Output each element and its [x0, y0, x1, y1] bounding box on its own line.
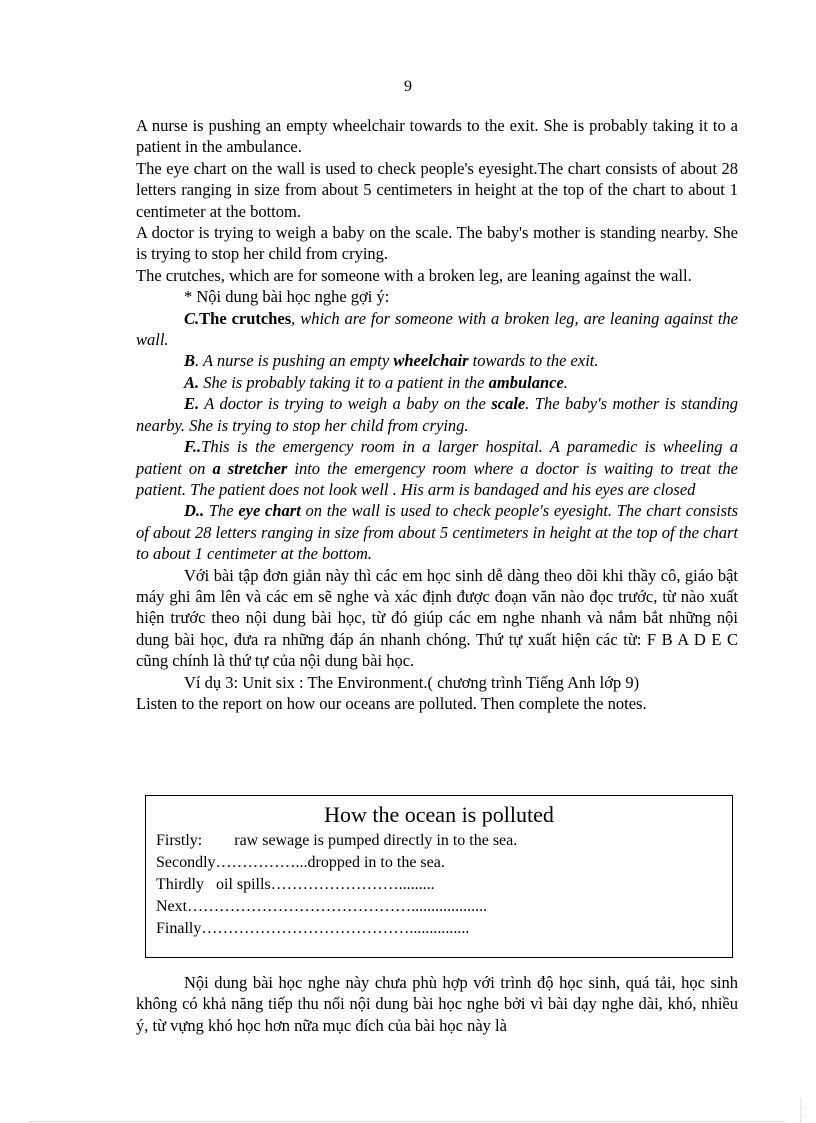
listening-suggestion-heading: * Nội dung bài học nghe gợi ý: — [184, 287, 390, 307]
page-number: 9 — [404, 78, 412, 95]
page-border — [30, 1121, 786, 1122]
paragraph: The crutches, which are for someone with a broken leg, are leaning against the wall. — [136, 265, 692, 285]
example-heading: Ví dụ 3: Unit six : The Environment.( chương trình Tiếng Anh lớp 9) — [184, 672, 640, 692]
note-row: Thirdly oil spills……………………......... — [156, 876, 435, 893]
instruction: Listen to the report on how our oceans are polluted. Then complete the notes. — [136, 693, 647, 713]
keyword: ambulance — [488, 372, 564, 392]
keyword: wheelchair — [393, 351, 469, 371]
answer-label: D.. — [184, 501, 205, 521]
answer-label: F.. — [184, 437, 202, 457]
answer-text: A doctor is trying to weigh a baby on the — [199, 394, 492, 414]
answer-text: . A nurse is pushing an empty — [195, 351, 394, 371]
answer-a — [136, 372, 738, 393]
answer-text: on the wall is used to check people's eyesight. The chart consists of about 28 letters ranging in size from about 5 centimeters in height at the top of the chart to about 1 centimeter at the bottom. — [136, 501, 738, 564]
bottom-content — [136, 972, 738, 1036]
answer-text: . — [563, 372, 568, 392]
answer-text: towards to the exit. — [468, 351, 599, 371]
answer-c — [136, 308, 738, 351]
answer-e — [136, 393, 738, 436]
main-content — [136, 115, 738, 714]
answer-text: , which are for someone with a broken leg, are leaning against the wall. — [136, 308, 738, 350]
keyword: eye chart — [238, 501, 301, 521]
answer-text: She is probably taking it to a patient in the — [199, 372, 489, 392]
note-row: Firstly: raw sewage is pumped directly in to the sea. — [156, 832, 518, 849]
answer-d — [136, 500, 738, 564]
answer-f — [136, 436, 738, 500]
answer-label: E. — [184, 394, 200, 414]
paragraph: Với bài tập đơn giản này thì các em học sinh dễ dàng theo dõi khi thầy cô, giáo bật máy ghi âm lên và các em sẽ nghe và xác định được đoạn văn nào đọc trước, từ nào xuất hiện trước theo nội dung bài học, từ đó giúp các em nghe nhanh và nắm bắt những nội dung bài học, đưa ra những đáp án nhanh chóng. Thứ tự xuất hiện các từ: F B A D E C cũng chính là thứ tự của nội dung bài học. — [136, 565, 738, 671]
answer-label: C. — [184, 308, 200, 328]
notes-box — [145, 795, 733, 958]
answer-label: A. — [184, 372, 200, 392]
answer-label: B — [184, 351, 196, 371]
note-row: Next……………………………………................... — [156, 898, 488, 915]
box-title: How the ocean is polluted — [324, 802, 554, 827]
paragraph: The eye chart on the wall is used to check people's eyesight.The chart consists of about 28 letters ranging in size from about 5 centimeters in height at the top of the chart to about 1 centimeter at the bottom. — [136, 158, 738, 221]
note-row: Secondly……………...dropped in to the sea. — [156, 854, 445, 871]
keyword: a stretcher — [212, 458, 288, 478]
page-corner — [800, 1100, 802, 1123]
answer-b — [136, 350, 738, 371]
answer-text: This is the emergency room in a larger hospital. A paramedic is wheeling a patient on — [136, 437, 738, 478]
answer-text: . The baby's mother is standing nearby. She is trying to stop her child from crying. — [136, 394, 738, 435]
paragraph: A nurse is pushing an empty wheelchair towards to the exit. She is probably taking it to a patient in the ambulance. — [136, 116, 738, 157]
paragraph: Nội dung bài học nghe này chưa phù hợp với trình độ học sinh, quá tải, học sinh không có khả năng tiếp thu nổi nội dung bài học nghe bởi vì bài dạy nghe dài, khó, nhiều ý, từ vựng khó học hơn nữa mục đích của bài học này là — [136, 973, 738, 1035]
paragraph: A doctor is trying to weigh a baby on the scale. The baby's mother is standing nearby. She is trying to stop her child from crying. — [136, 223, 738, 264]
keyword: scale — [491, 394, 526, 414]
note-row: Finally…………………………………............... — [156, 920, 470, 937]
answer-text: The — [204, 501, 239, 521]
answer-text: into the emergency room where a doctor is waiting to treat the patient. The patient does not look well . His arm is bandaged and his eyes are closed — [136, 458, 738, 499]
keyword: The crutches — [199, 308, 292, 328]
